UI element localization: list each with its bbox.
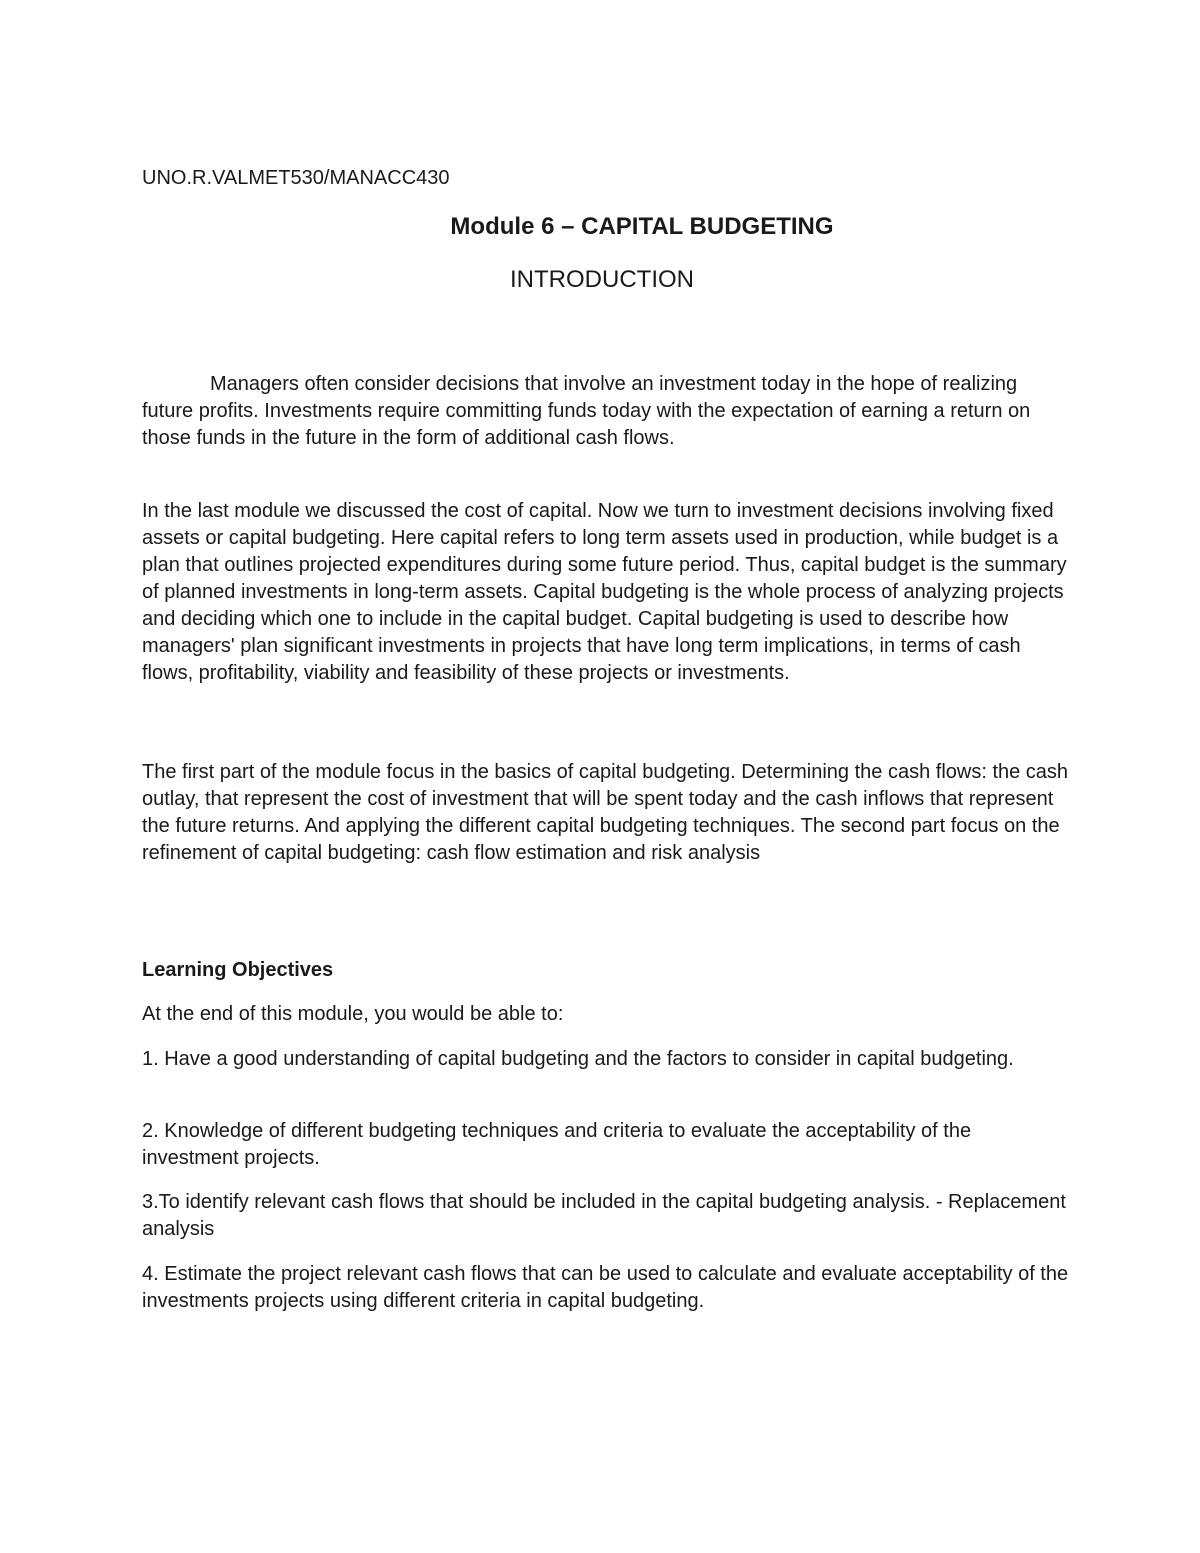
objective-item-4: 4. Estimate the project relevant cash flows that can be used to calculate and evaluate acceptability of the investments projects using different criteria in capital budgeting. xyxy=(142,1263,1069,1312)
learning-objectives-intro: At the end of this module, you would be able to: xyxy=(142,1003,564,1025)
intro-paragraph-2: In the last module we discussed the cost of capital. Now we turn to investment decisions involving fixed assets or capital budgeting. Here capital refers to long term assets used in production, while budget is a plan that outlines projected expenditures during some future period. Thus, capital budget is the summary of planned investments in long-term assets. Capital budgeting is the whole process of analyzing projects and deciding which one to include in the capital budget. Capital budgeting is used to describe how managers' plan significant investments in projects that have long term implications, in terms of cash flows, profitability, viability and feasibility of these projects or investments. xyxy=(142,500,1067,684)
section-heading-introduction: INTRODUCTION xyxy=(510,266,694,293)
module-title: Module 6 – CAPITAL BUDGETING xyxy=(450,213,834,240)
intro-paragraph-1: Managers often consider decisions that involve an investment today in the hope of realizing future profits. Investments require committing funds today with the expectation of earning a return on those funds in the future in the form of additional cash flows. xyxy=(142,373,1031,449)
intro-paragraph-3: The first part of the module focus in the basics of capital budgeting. Determining the cash flows: the cash outlay, that represent the cost of investment that will be spent today and the cash inflows that represent the future returns. And applying the different capital budgeting techniques. The second part focus on the refinement of capital budgeting: cash flow estimation and risk analysis xyxy=(142,761,1069,864)
objective-item-1: 1. Have a good understanding of capital budgeting and the factors to consider in capital budgeting. xyxy=(142,1048,1014,1070)
course-code: UNO.R.VALMET530/MANACC430 xyxy=(142,167,450,189)
learning-objectives-heading: Learning Objectives xyxy=(142,959,334,981)
objective-item-2: 2. Knowledge of different budgeting techniques and criteria to evaluate the acceptability of the investment projects. xyxy=(142,1120,972,1169)
objective-item-3: 3.To identify relevant cash flows that should be included in the capital budgeting analysis. - Replacement analysis xyxy=(142,1191,1066,1240)
